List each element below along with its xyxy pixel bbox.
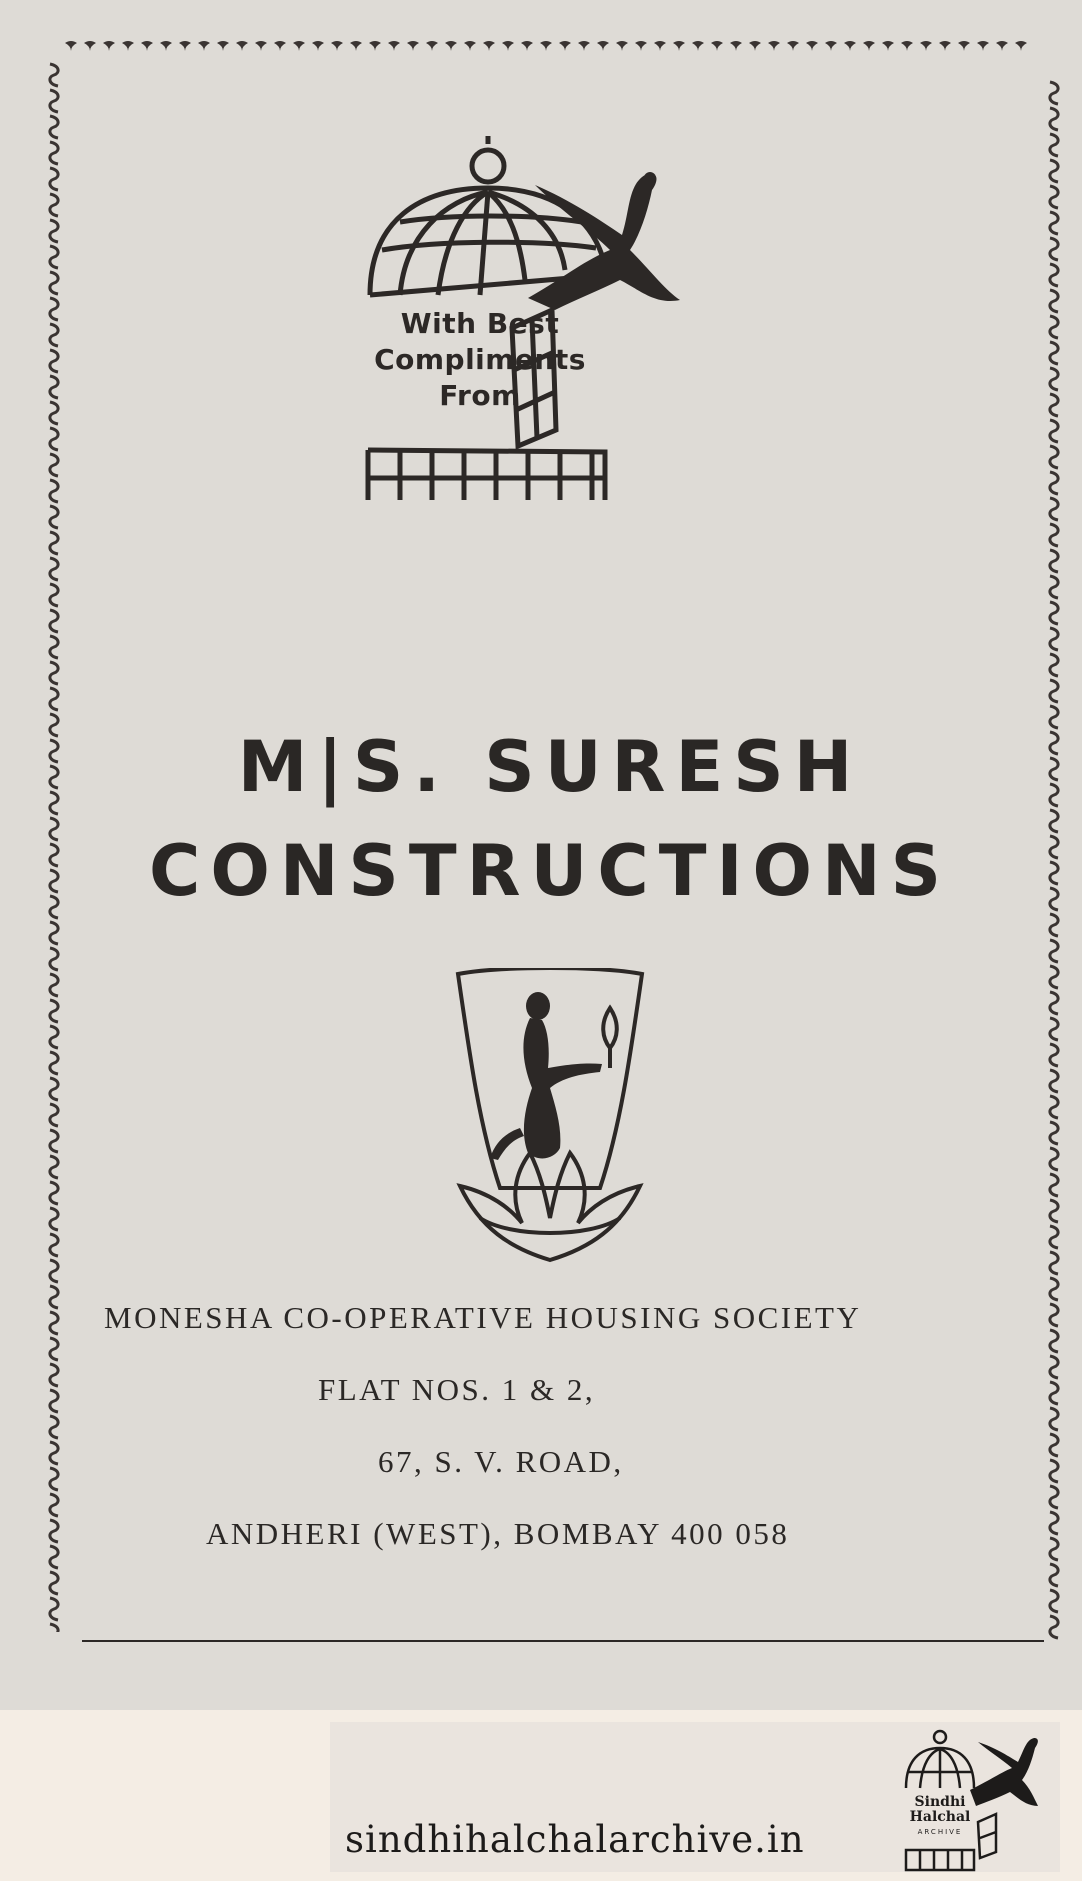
greeting-line-1: With Best <box>400 307 560 340</box>
archive-logo-name <box>895 1795 985 1825</box>
firm-name-line-1: M|S. SURESH <box>237 726 863 808</box>
bottom-rule <box>82 1640 1044 1642</box>
archive-logo-subtitle: ARCHIVE <box>917 1828 963 1836</box>
archive-logo-name-line-1: Sindhi <box>914 1794 966 1810</box>
address-line-1: MONESHA CO-OPERATIVE HOUSING SOCIETY <box>104 1300 862 1335</box>
decorative-border-left <box>44 62 64 1632</box>
greeting-line-3: From <box>439 379 521 412</box>
address-line-4: ANDHERI (WEST), BOMBAY 400 058 <box>206 1516 790 1551</box>
archive-site-link[interactable]: sindhihalchalarchive.in <box>345 1818 805 1861</box>
firm-name <box>100 715 1000 923</box>
archive-logo-name-line-2: Halchal <box>909 1809 971 1825</box>
decorative-border-top <box>62 40 1027 54</box>
address-line-3: 67, S. V. ROAD, <box>378 1444 624 1479</box>
greeting-text <box>360 306 600 414</box>
firm-name-line-2: CONSTRUCTIONS <box>148 830 952 912</box>
greeting-line-2: Compliments <box>374 343 586 376</box>
lotus-dancer-emblem-icon <box>450 968 650 1263</box>
address-line-2: FLAT NOS. 1 & 2, <box>318 1372 596 1407</box>
decorative-border-right <box>1044 80 1064 1640</box>
